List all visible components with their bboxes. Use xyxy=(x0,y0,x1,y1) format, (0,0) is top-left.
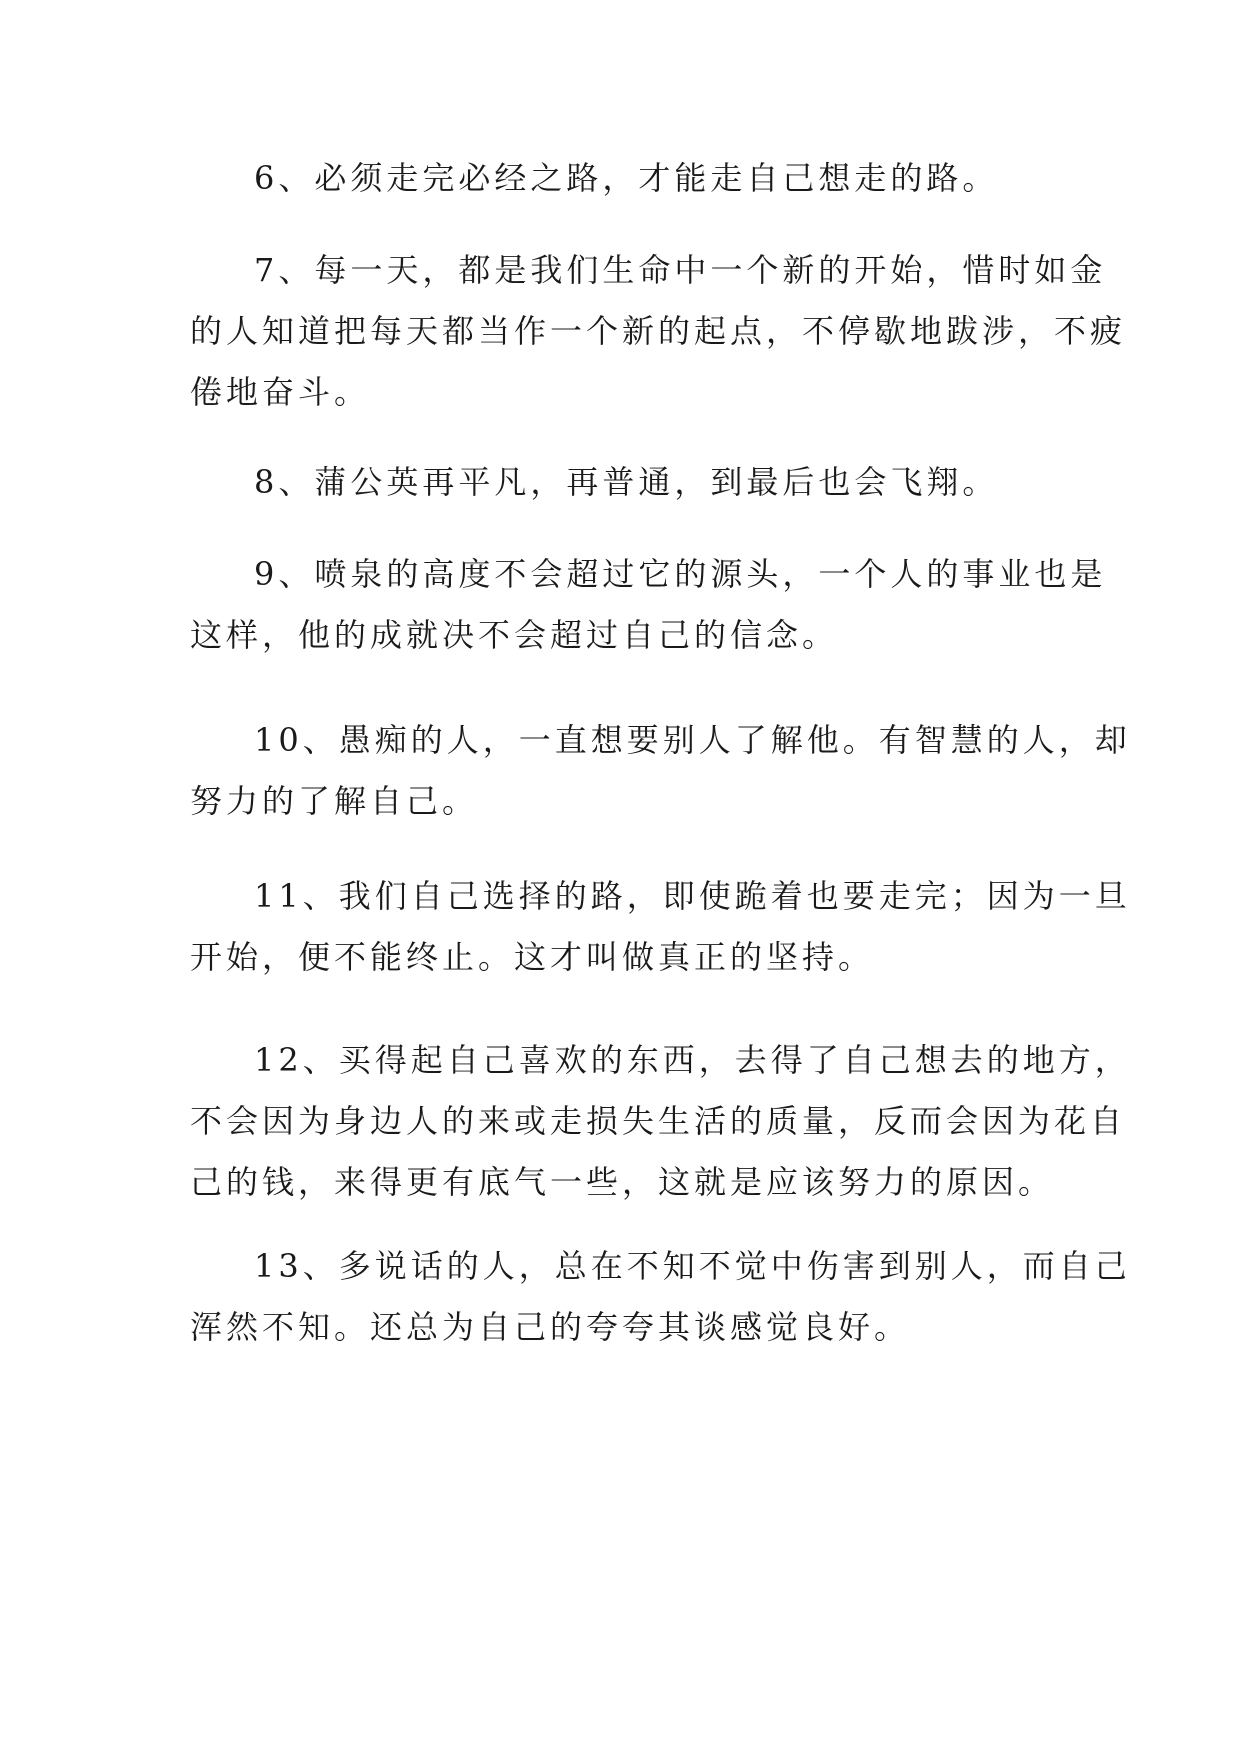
paragraph-6 xyxy=(190,148,1060,209)
paragraph-13 xyxy=(190,1236,1131,1358)
paragraph-line: 努力的了解自己。 xyxy=(190,782,479,820)
paragraph-line: 己的钱，来得更有底气一些，这就是应该努力的原因。 xyxy=(190,1163,1055,1201)
paragraph-line: 不会因为身边人的来或走损失生活的质量，反而会因为花自 xyxy=(190,1102,1127,1140)
paragraph-9 xyxy=(190,544,1107,666)
paragraph-line: 开始，便不能终止。这才叫做真正的坚持。 xyxy=(190,938,875,976)
paragraph-line: 12、买得起自己喜欢的东西，去得了自己想去的地方， xyxy=(254,1041,1131,1079)
paragraph-10 xyxy=(190,710,1131,832)
paragraph-line: 这样，他的成就决不会超过自己的信念。 xyxy=(190,616,839,654)
paragraph-line: 倦地奋斗。 xyxy=(190,373,371,411)
paragraph-line: 7、每一天，都是我们生命中一个新的开始，惜时如金 xyxy=(254,251,1107,289)
paragraph-line: 11、我们自己选择的路，即使跪着也要走完；因为一旦 xyxy=(254,877,1131,915)
paragraph-line: 8、蒲公英再平凡，再普通，到最后也会飞翔。 xyxy=(254,463,999,501)
paragraph-11 xyxy=(190,866,1131,988)
paragraph-line: 6、必须走完必经之路，才能走自己想走的路。 xyxy=(254,159,999,197)
paragraph-line: 的人知道把每天都当作一个新的起点，不停歇地跋涉，不疲 xyxy=(190,312,1127,350)
paragraph-line: 10、愚痴的人，一直想要别人了解他。有智慧的人，却 xyxy=(254,721,1131,759)
paragraph-line: 13、多说话的人，总在不知不觉中伤害到别人，而自己 xyxy=(254,1247,1131,1285)
paragraph-8 xyxy=(190,452,1060,513)
paragraph-12 xyxy=(190,1030,1131,1213)
paragraph-7 xyxy=(190,240,1127,423)
paragraph-line: 浑然不知。还总为自己的夸夸其谈感觉良好。 xyxy=(190,1308,911,1346)
paragraph-line: 9、喷泉的高度不会超过它的源头，一个人的事业也是 xyxy=(254,555,1107,593)
